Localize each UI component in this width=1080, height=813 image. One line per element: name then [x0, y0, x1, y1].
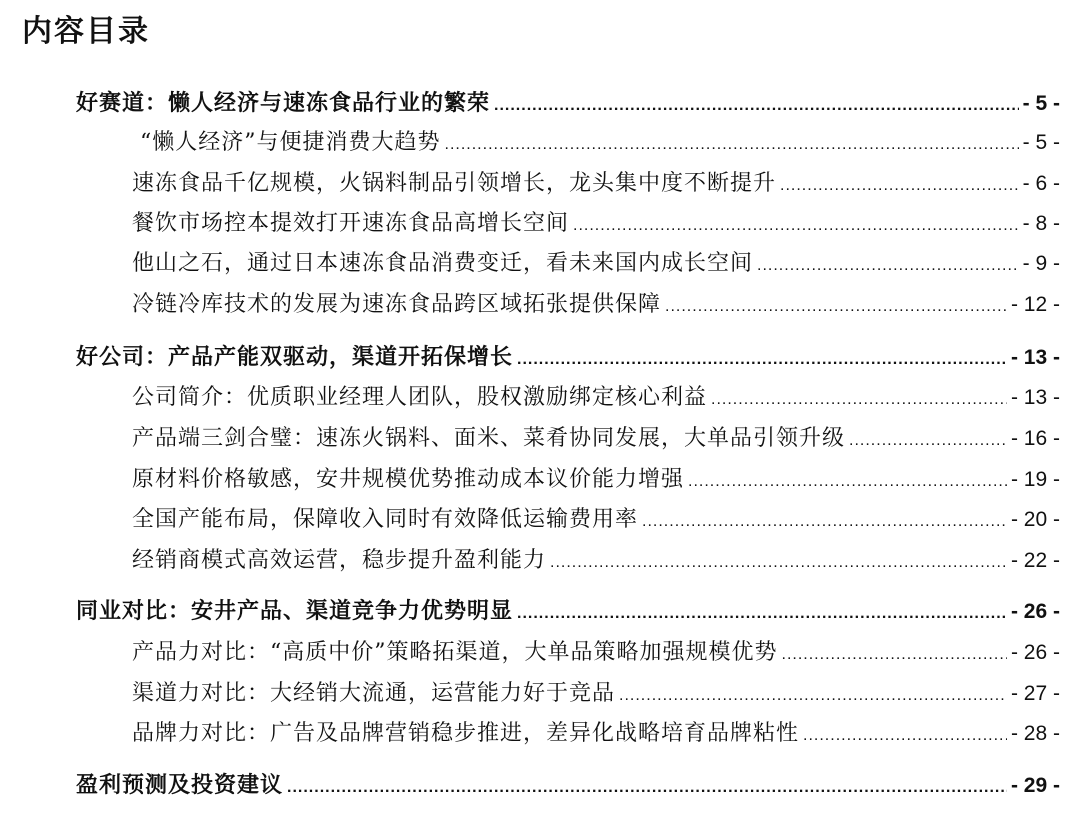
- dot-leader: [849, 432, 1007, 450]
- toc-page-number: - 19 -: [1010, 468, 1060, 491]
- dot-leader: [665, 298, 1007, 316]
- toc-item[interactable]: [132, 246, 1060, 277]
- dot-leader: [803, 727, 1007, 745]
- dot-leader: [494, 97, 1019, 115]
- toc-page-number: - 13 -: [1010, 386, 1060, 409]
- toc-item[interactable]: [132, 716, 1060, 747]
- toc-item[interactable]: [132, 166, 1060, 197]
- toc-section-label: 好公司：产品产能双驱动，渠道开拓保增长: [76, 344, 514, 370]
- toc-page-number: - 26 -: [1010, 600, 1060, 623]
- toc-item-label: 餐饮市场控本提效打开速冻食品高增长空间: [132, 211, 570, 236]
- toc-item-label: 产品端三剑合璧：速冻火锅料、面米、菜肴协同发展，大单品引领升级: [132, 426, 846, 451]
- dot-leader: [550, 554, 1007, 572]
- toc-item-label: 冷链冷库技术的发展为速冻食品跨区域拓张提供保障: [132, 292, 662, 317]
- toc-item-label: 渠道力对比：大经销大流通，运营能力好于竞品: [132, 681, 616, 706]
- toc-page-number: - 12 -: [1010, 293, 1060, 316]
- toc-item-label: 产品力对比：“高质中价”策略拓渠道，大单品策略加强规模优势: [132, 640, 778, 665]
- toc-item[interactable]: [132, 462, 1060, 493]
- toc-page-number: - 26 -: [1010, 641, 1060, 664]
- dot-leader: [287, 779, 1007, 797]
- toc-item-label: 他山之石，通过日本速冻食品消费变迁，看未来国内成长空间: [132, 251, 754, 276]
- toc-item-label: 品牌力对比：广告及品牌营销稳步推进，差异化战略培育品牌粘性: [132, 721, 800, 746]
- toc-page-number: - 13 -: [1010, 346, 1060, 369]
- toc-page-number: - 5 -: [1022, 92, 1060, 115]
- toc-page-number: - 20 -: [1010, 508, 1060, 531]
- toc-page-number: - 9 -: [1022, 252, 1060, 275]
- toc-page-number: - 8 -: [1022, 212, 1060, 235]
- dot-leader: [445, 136, 1019, 154]
- toc-item[interactable]: [132, 502, 1060, 533]
- toc-section-label: 盈利预测及投资建议: [76, 772, 284, 798]
- dot-leader: [780, 177, 1019, 195]
- toc-item-label: 速冻食品千亿规模，火锅料制品引领增长，龙头集中度不断提升: [132, 171, 777, 196]
- toc-page-number: - 22 -: [1010, 549, 1060, 572]
- toc-item[interactable]: [132, 421, 1060, 452]
- toc-item[interactable]: [132, 206, 1060, 237]
- toc-item-label: 原材料价格敏感，安井规模优势推动成本议价能力增强: [132, 467, 685, 492]
- dot-leader: [782, 646, 1007, 664]
- dot-leader: [688, 473, 1007, 491]
- toc-page-number: - 29 -: [1010, 774, 1060, 797]
- toc-item[interactable]: [132, 635, 1060, 666]
- dot-leader: [517, 605, 1007, 623]
- dot-leader: [757, 257, 1019, 275]
- toc-page-number: - 27 -: [1010, 682, 1060, 705]
- toc-section[interactable]: [76, 340, 1060, 371]
- toc-section-label: 同业对比：安井产品、渠道竞争力优势明显: [76, 598, 514, 624]
- toc-item[interactable]: [132, 676, 1060, 707]
- toc-item[interactable]: [132, 543, 1060, 574]
- page-title: 内容目录: [22, 14, 150, 49]
- toc-item-label: 公司简介：优质职业经理人团队，股权激励绑定核心利益: [132, 385, 708, 410]
- dot-leader: [517, 351, 1007, 369]
- toc-page-number: - 6 -: [1022, 172, 1060, 195]
- toc-item-label: 经销商模式高效运营，稳步提升盈利能力: [132, 548, 547, 573]
- dot-leader: [573, 217, 1019, 235]
- dot-leader: [619, 687, 1007, 705]
- toc-item[interactable]: [132, 287, 1060, 318]
- toc-item[interactable]: [132, 125, 1060, 156]
- dot-leader: [642, 513, 1007, 531]
- toc-item-label: “懒人经济”与便捷消费大趋势: [140, 130, 441, 155]
- toc-page-number: - 16 -: [1010, 427, 1060, 450]
- toc-page-number: - 28 -: [1010, 722, 1060, 745]
- toc-item-label: 全国产能布局，保障收入同时有效降低运输费用率: [132, 507, 639, 532]
- dot-leader: [711, 391, 1007, 409]
- toc-page-number: - 5 -: [1022, 131, 1060, 154]
- toc-section-label: 好赛道：懒人经济与速冻食品行业的繁荣: [76, 90, 491, 116]
- toc-item[interactable]: [132, 380, 1060, 411]
- toc-section[interactable]: [76, 768, 1060, 799]
- toc-section[interactable]: [76, 86, 1060, 117]
- toc-section[interactable]: [76, 594, 1060, 625]
